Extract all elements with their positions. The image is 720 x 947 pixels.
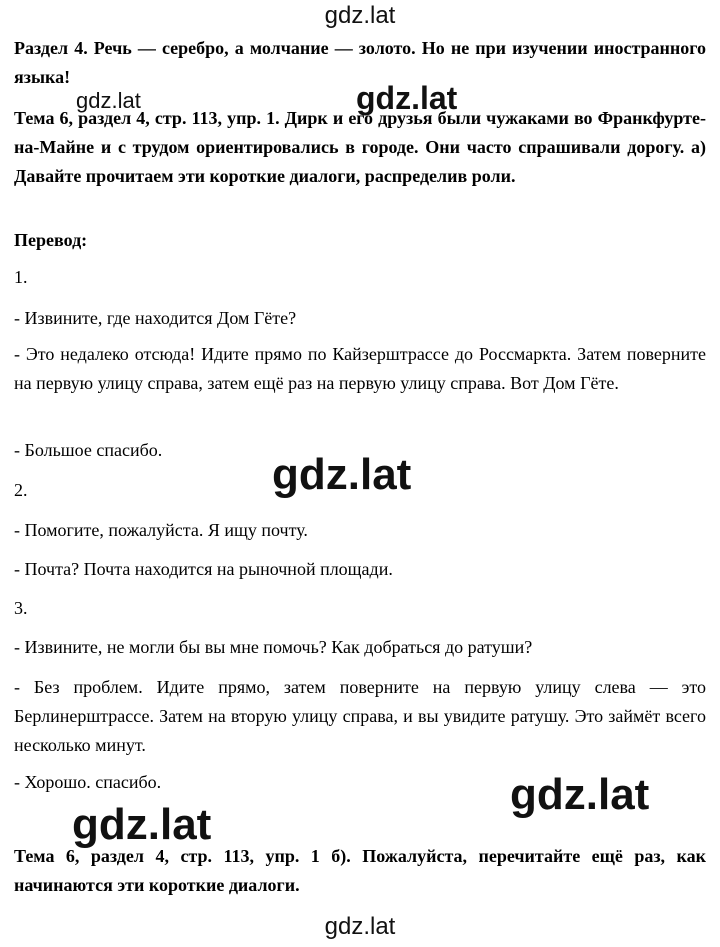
dialog-2-line-2: - Почта? Почта находится на рыночной площади. (14, 559, 393, 579)
dialog-3-number: 3. (14, 598, 28, 618)
watermark-left: gdz.lat (72, 800, 212, 849)
watermark-bottom: gdz.lat (324, 913, 396, 940)
dialog-1-line-2: - Это недалеко отсюда! Идите прямо по Кайзерштрассе до Россмаркта. Затем поверните на первую улицу справа, затем ещё раз на первую улицу справа. Вот Дом Гёте. (14, 344, 706, 393)
watermark-center: gdz.lat (272, 450, 412, 499)
translation-label: Перевод: (14, 230, 88, 250)
dialog-2-number: 2. (14, 480, 28, 500)
section-heading: Раздел 4. Речь — серебро, а молчание — золото. Но не при изучении иностранного языка! (14, 38, 706, 87)
dialog-3-line-2: - Без проблем. Идите прямо, затем поверните на первую улицу слева — это Берлинерштрассе. Затем на вторую улицу справа, и вы увидите ратушу. Это займёт всего несколько минут. (14, 677, 706, 755)
dialog-1-line-3: - Большое спасибо. (14, 440, 163, 460)
dialog-1-line-1: - Извините, где находится Дом Гёте? (14, 308, 297, 328)
dialog-3-line-3: - Хорошо. спасибо. (14, 772, 162, 792)
task-2-text: Тема 6, раздел 4, стр. 113, упр. 1 б). Пожалуйста, перечитайте ещё раз, как начинаются эти короткие диалоги. (14, 846, 706, 895)
dialog-2-line-1: - Помогите, пожалуйста. Я ищу почту. (14, 520, 308, 540)
watermark-top: gdz.lat (324, 2, 396, 29)
task-1-text: Тема 6, раздел 4, стр. 113, упр. 1. Дирк и его друзья были чужаками во Франкфурте-на-Майне и с трудом ориентировались в городе. Они часто спрашивали дорогу. а) Давайте прочитаем эти короткие диалоги, распределив роли. (14, 108, 706, 186)
watermark-small: gdz.lat (76, 88, 141, 113)
watermark-right: gdz.lat (510, 770, 650, 819)
dialog-1-number: 1. (14, 267, 28, 287)
dialog-3-line-1: - Извините, не могли бы вы мне помочь? Как добраться до ратуши? (14, 637, 533, 657)
watermark-bold: gdz.lat (356, 80, 458, 116)
